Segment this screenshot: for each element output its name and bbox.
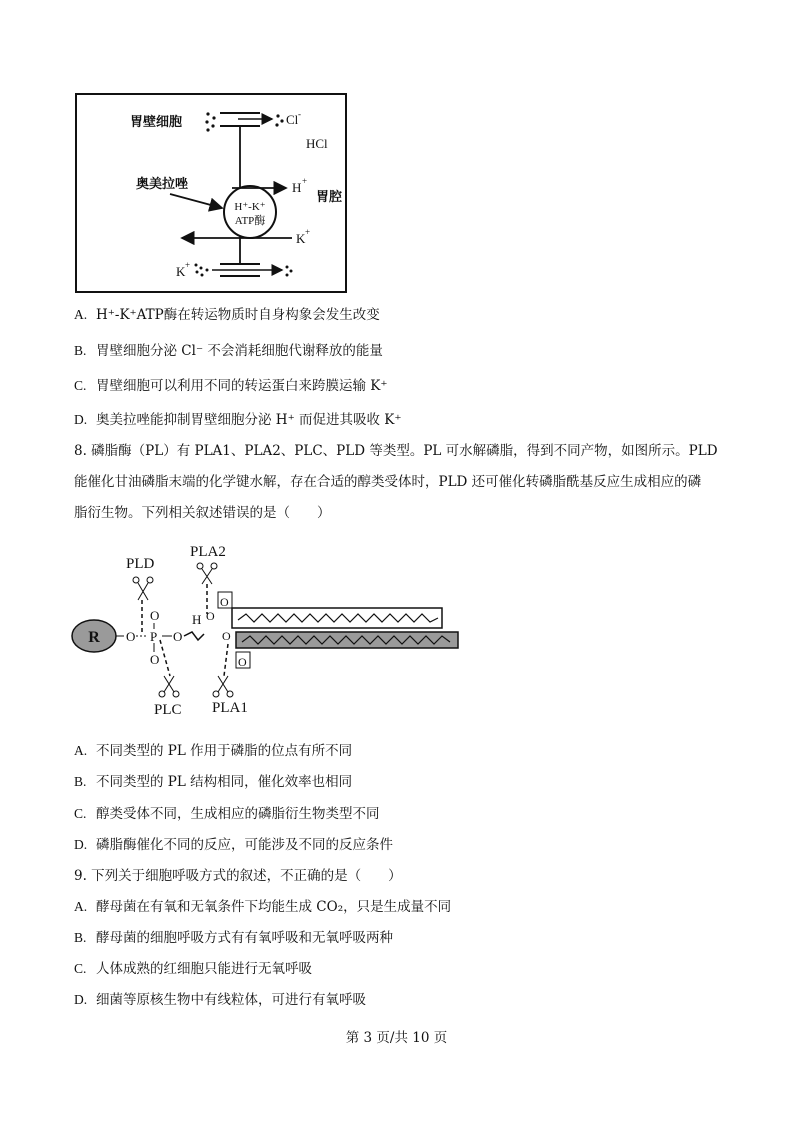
o-6: O (222, 629, 231, 643)
pla1-label: PLA1 (212, 700, 248, 716)
q8-stem (74, 436, 724, 529)
o-7: O (220, 595, 229, 609)
r-label: R (88, 629, 100, 646)
h-label: H (292, 180, 302, 195)
enzyme-line1: H⁺-K⁺ (234, 201, 266, 213)
cl-sup: - (298, 109, 301, 119)
q8-option-a: A. 不同类型的 PL 作用于磷脂的位点有所不同 (74, 743, 353, 759)
q9-option-c: C. 人体成熟的红细胞只能进行无氧呼吸 (74, 961, 312, 977)
phospholipid-figure (66, 536, 466, 726)
q9-option-b: B. 酵母菌的细胞呼吸方式有有氧呼吸和无氧呼吸两种 (74, 930, 393, 946)
q7-option-b: B. 胃壁细胞分泌 Cl⁻ 不会消耗细胞代谢释放的能量 (74, 343, 383, 359)
page-footer: 第 3 页/共 10 页 (345, 1030, 448, 1046)
o-2: O (150, 608, 160, 623)
k-left-sup: + (185, 260, 191, 270)
p-atom: P (150, 629, 158, 644)
cell-label: 胃壁细胞 (130, 115, 183, 130)
plc-scissors-icon (159, 676, 179, 697)
o-3: O (150, 652, 160, 667)
pla2-scissors-icon (197, 563, 217, 584)
enzyme-line2: ATP酶 (234, 215, 266, 227)
cl-label: Cl (286, 112, 299, 127)
lumen-label: 胃腔 (316, 190, 343, 205)
q8-option-b: B. 不同类型的 PL 结构相同，催化效率也相同 (74, 774, 353, 790)
q8-stem-line2: 能催化甘油磷脂末端的化学键水解，存在合适的醇类受体时，PLD 还可催化转磷脂酰基反应生成相应的磷 (74, 474, 702, 490)
q9-option-a: A. 酵母菌在有氧和无氧条件下均能生成 CO₂，只是生成量不同 (74, 899, 452, 915)
hcl-label: HCl (306, 136, 328, 151)
k-left-label: K (176, 264, 186, 279)
pla2-label: PLA2 (190, 544, 226, 560)
k-label: K (296, 231, 306, 246)
pla1-scissors-icon (213, 676, 233, 697)
h-atom: H (192, 612, 202, 627)
q7-option-d: D. 奥美拉唑能抑制胃壁细胞分泌 H⁺ 而促进其吸收 K⁺ (74, 412, 402, 428)
cl-dots-left (205, 112, 215, 131)
drug-label: 奥美拉唑 (136, 177, 189, 192)
pld-scissors-icon (133, 577, 153, 600)
o-8: O (238, 655, 247, 669)
o-1: O (126, 629, 136, 644)
q9-stem: 9. 下列关于细胞呼吸方式的叙述，不正确的是（ ） (74, 868, 402, 884)
k-sup: + (305, 227, 311, 237)
cl-dots-right (275, 114, 283, 126)
q7-option-c: C. 胃壁细胞可以利用不同的转运蛋白来跨膜运输 K⁺ (74, 378, 388, 394)
o-4: O (173, 629, 183, 644)
o-5: O (206, 609, 215, 623)
q8-option-d: D. 磷脂酶催化不同的反应，可能涉及不同的反应条件 (74, 837, 393, 853)
q8-option-c: C. 醇类受体不同，生成相应的磷脂衍生物类型不同 (74, 806, 380, 822)
q9-option-d: D. 细菌等原核生物中有线粒体，可进行有氧呼吸 (74, 992, 366, 1008)
parietal-cell-figure (60, 88, 360, 298)
q8-stem-line1: 8. 磷脂酶（PL）有 PLA1、PLA2、PLC、PLD 等类型。PL 可水解磷脂，得到不同产物，如图所示。PLD (74, 443, 718, 459)
h-sup: + (302, 176, 308, 186)
q7-option-a: A. H⁺-K⁺ATP酶在转运物质时自身构象会发生改变 (74, 307, 380, 323)
pld-label: PLD (126, 556, 155, 572)
plc-label: PLC (154, 702, 182, 718)
cell-border (76, 94, 346, 292)
q8-stem-line3: 脂衍生物。下列相关叙述错误的是（ ） (74, 505, 331, 521)
